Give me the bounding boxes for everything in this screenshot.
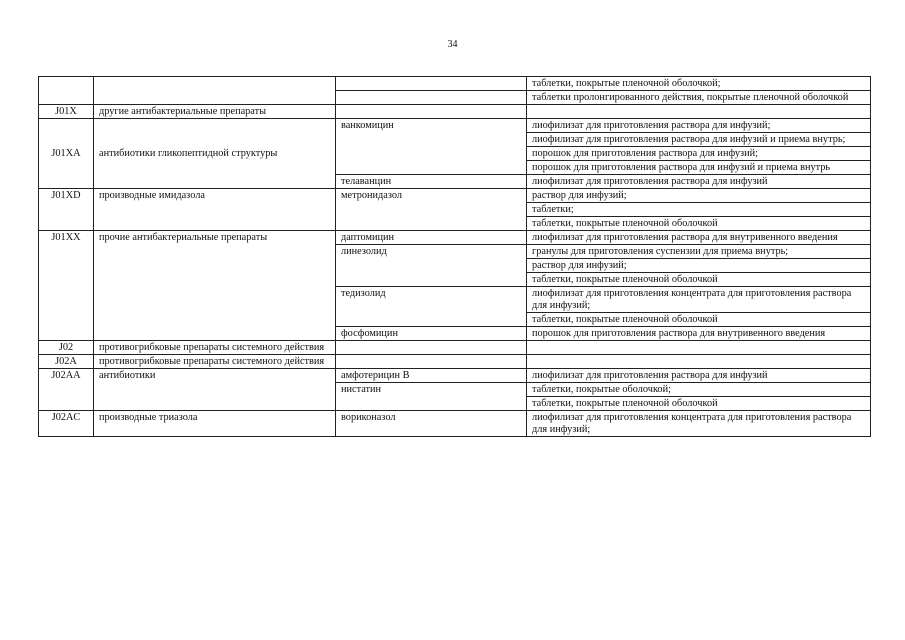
dosage-form-cell: гранулы для приготовления суспензии для приема внутрь; [527, 245, 871, 259]
drug-name-cell: вориконазол [336, 411, 527, 437]
dosage-form-cell: таблетки; [527, 203, 871, 217]
dosage-form-cell: раствор для инфузий; [527, 259, 871, 273]
atc-code-cell: J02AA [39, 369, 94, 411]
table-row [39, 77, 871, 91]
dosage-form-cell: лиофилизат для приготовления раствора для инфузий и приема внутрь; [527, 133, 871, 147]
drug-name-cell [336, 91, 527, 105]
table-row [39, 189, 871, 203]
group-name-cell: производные имидазола [94, 189, 336, 231]
atc-code-cell: J02A [39, 355, 94, 369]
dosage-form-cell: раствор для инфузий; [527, 189, 871, 203]
dosage-form-cell: порошок для приготовления раствора для инфузий; [527, 147, 871, 161]
table-row [39, 105, 871, 119]
dosage-form-cell: лиофилизат для приготовления раствора для инфузий [527, 369, 871, 383]
dosage-form-cell: порошок для приготовления раствора для инфузий и приема внутрь [527, 161, 871, 175]
drug-name-cell: фосфомицин [336, 327, 527, 341]
dosage-form-cell: таблетки, покрытые пленочной оболочкой [527, 273, 871, 287]
dosage-form-cell [527, 341, 871, 355]
group-name-cell: производные триазола [94, 411, 336, 437]
table-row [39, 369, 871, 383]
group-name-cell: прочие антибактериальные препараты [94, 231, 336, 341]
dosage-form-cell: лиофилизат для приготовления раствора для инфузий [527, 175, 871, 189]
dosage-form-cell: лиофилизат для приготовления концентрата для приготовления раствора для инфузий; [527, 287, 871, 313]
atc-code-cell: J02 [39, 341, 94, 355]
drug-name-cell: линезолид [336, 245, 527, 287]
dosage-form-cell: таблетки, покрытые пленочной оболочкой [527, 217, 871, 231]
drug-name-cell: даптомицин [336, 231, 527, 245]
dosage-form-cell: порошок для приготовления раствора для внутривенного введения [527, 327, 871, 341]
atc-code-cell [39, 77, 94, 105]
atc-code-cell: J01XA [39, 119, 94, 189]
dosage-form-cell: лиофилизат для приготовления раствора для внутривенного введения [527, 231, 871, 245]
table-row [39, 231, 871, 245]
group-name-cell [94, 77, 336, 105]
dosage-form-cell: таблетки, покрытые пленочной оболочкой [527, 313, 871, 327]
dosage-form-cell: таблетки, покрытые пленочной оболочкой [527, 397, 871, 411]
drug-table [38, 76, 871, 437]
drug-name-cell: тедизолид [336, 287, 527, 327]
atc-code-cell: J02AC [39, 411, 94, 437]
atc-code-cell: J01XD [39, 189, 94, 231]
drug-name-cell: телаванцин [336, 175, 527, 189]
dosage-form-cell: лиофилизат для приготовления концентрата для приготовления раствора для инфузий; [527, 411, 871, 437]
drug-name-cell: нистатин [336, 383, 527, 411]
group-name-cell: противогрибковые препараты системного действия [94, 341, 336, 355]
dosage-form-cell: таблетки пролонгированного действия, покрытые пленочной оболочкой [527, 91, 871, 105]
group-name-cell: противогрибковые препараты системного действия [94, 355, 336, 369]
table-row [39, 355, 871, 369]
atc-code-cell: J01X [39, 105, 94, 119]
atc-code-cell: J01XX [39, 231, 94, 341]
drug-name-cell [336, 105, 527, 119]
table-row [39, 341, 871, 355]
table-row [39, 119, 871, 133]
drug-name-cell: ванкомицин [336, 119, 527, 175]
dosage-form-cell [527, 355, 871, 369]
drug-name-cell: метронидазол [336, 189, 527, 231]
table-row [39, 411, 871, 437]
group-name-cell: антибиотики [94, 369, 336, 411]
dosage-form-cell: таблетки, покрытые оболочкой; [527, 383, 871, 397]
drug-name-cell: амфотерицин В [336, 369, 527, 383]
dosage-form-cell [527, 105, 871, 119]
drug-name-cell [336, 355, 527, 369]
drug-name-cell [336, 341, 527, 355]
group-name-cell: другие антибактериальные препараты [94, 105, 336, 119]
group-name-cell: антибиотики гликопептидной структуры [94, 119, 336, 189]
page-number: 34 [447, 39, 458, 50]
dosage-form-cell: лиофилизат для приготовления раствора для инфузий; [527, 119, 871, 133]
drug-name-cell [336, 77, 527, 91]
dosage-form-cell: таблетки, покрытые пленочной оболочкой; [527, 77, 871, 91]
